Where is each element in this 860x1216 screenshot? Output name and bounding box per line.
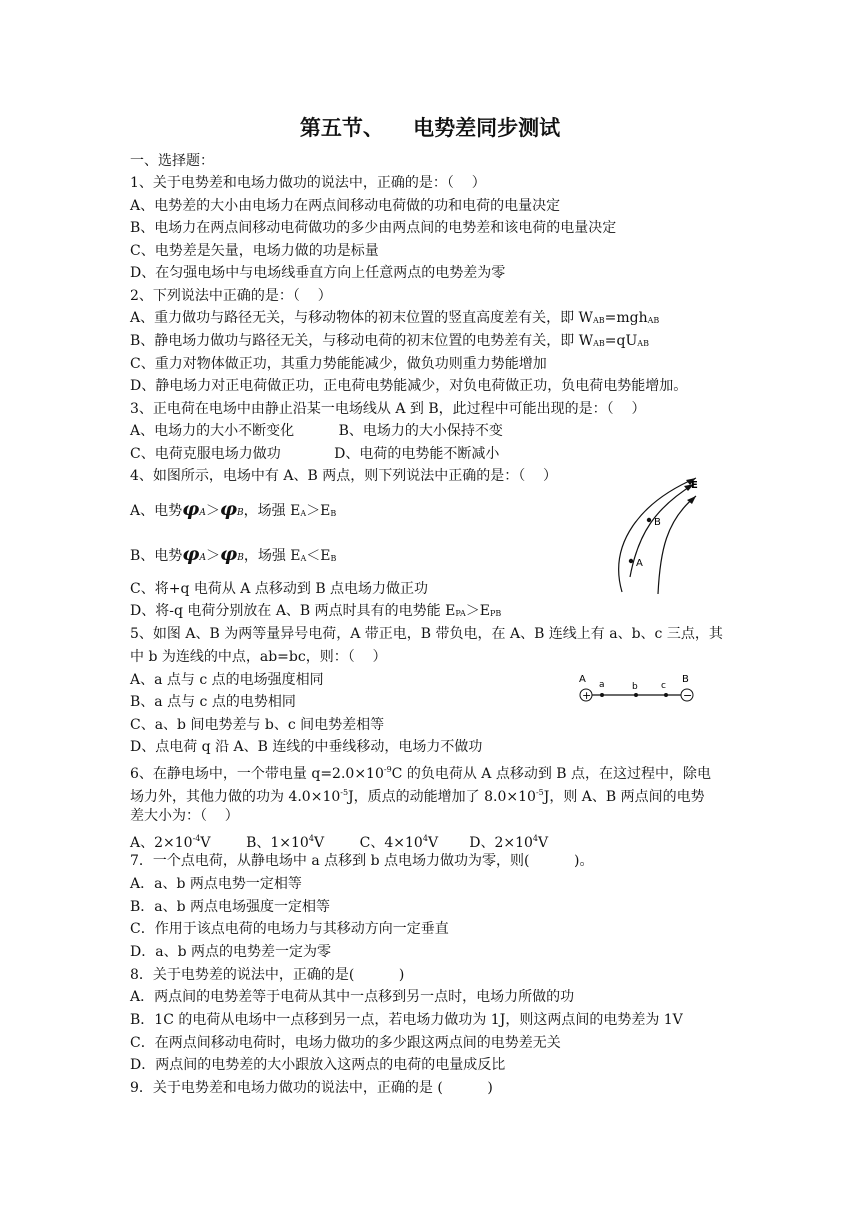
q8-option-b: B．1C 的电荷从电场中一点移到另一点，若电场力做功为 1J，则这两点间的电势差为 1V xyxy=(130,1012,683,1028)
q5-option-c: C、a、b 间电势差与 b、c 间电势差相等 xyxy=(130,717,385,733)
negative-charge-sign: − xyxy=(683,689,693,702)
q7-option-b: B．a、b 两点电场强度一定相等 xyxy=(130,899,331,915)
q9-stem: 9．关于电势差和电场力做功的说法中，正确的是 ( ) xyxy=(130,1080,493,1096)
q6-stem-line2: 场力外，其他力做的功为 $4.0\times 10^{-5}J$，质点的动能增加了 $8.0\times 10^{-5}J$，则 A、B 两点间的电势 xyxy=(130,788,705,805)
q5-stem-line2: 中 b 为连线的中点，ab=bc，则：（ ） xyxy=(130,649,387,665)
q3-options-cd: C、电荷克服电场力做功 D、电荷的电势能不断减小 xyxy=(130,446,500,462)
q6-stem-line1: 6、在静电场中，一个带电量 $q=2.0\times 10^{-9}C$ 的负电荷从 A 点移动到 B 点，在这过程中，除电 xyxy=(130,765,712,782)
q1-option-c: C、电势差是矢量，电场力做的功是标量 xyxy=(130,243,379,259)
q5-option-a: A、a 点与 c 点的电场强度相同 xyxy=(130,672,324,688)
q5-option-d: D、点电荷 q 沿 A、B 连线的中垂线移动，电场力不做功 xyxy=(130,739,483,755)
point-b-label: b xyxy=(632,682,638,692)
point-a-label: a xyxy=(599,680,605,690)
q3-options-ab: A、电场力的大小不断变化 B、电场力的大小保持不变 xyxy=(130,423,503,439)
q7-option-d: D．a、b 两点的电势差一定为零 xyxy=(130,944,331,960)
charge-a-label: A xyxy=(579,674,586,685)
q2-option-a: A、重力做功与路径无关，与移动物体的初末位置的竖直高度差有关，即 WAB=mghAB xyxy=(130,310,660,326)
q2-option-d: D、静电场力对正电荷做正功，正电荷电势能减少，对负电荷做正功，负电荷电势能增加。 xyxy=(130,378,688,394)
q1-stem: 1、关于电势差和电场力做功的说法中，正确的是：（ ） xyxy=(130,175,486,191)
q4-option-a: A、电势φA＞φB，场强 EA＞EB xyxy=(130,498,337,520)
q7-option-c: C．作用于该点电荷的电场力与其移动方向一定垂直 xyxy=(130,921,449,937)
q5-stem-line1: 5、如图 A、B 为两等量异号电荷，A 带正电，B 带负电，在 A、B 连线上有 a、b、c 三点，其 xyxy=(130,626,723,642)
point-b-marker xyxy=(647,518,651,522)
section-heading: 一、选择题： xyxy=(130,153,214,169)
point-a-dot xyxy=(600,693,604,697)
q4-stem: 4、如图所示，电场中有 A、B 两点，则下列说法中正确的是：（ ） xyxy=(130,468,558,484)
field-e-label: E xyxy=(691,480,698,491)
charges-figure xyxy=(572,670,702,710)
q4-option-c: C、将+q 电荷从 A 点移动到 B 点电场力做正功 xyxy=(130,581,429,597)
q6-options: A、$2\times 10^{-4}V$ B、$1\times 10^4V$ C、$4\times 10^4V$ D、$2\times 10^4V$ xyxy=(130,834,549,851)
point-b-label: B xyxy=(654,517,661,528)
point-c-label: c xyxy=(661,681,666,691)
q3-stem: 3、正电荷在电场中由静止沿某一电场线从 A 到 B，此过程中可能出现的是：（ ） xyxy=(130,401,646,417)
q8-option-c: C．在两点间移动电荷时，电场力做功的多少跟这两点间的电势差无关 xyxy=(130,1035,561,1051)
q8-option-d: D．两点间的电势差的大小跟放入这两点的电荷的电量成反比 xyxy=(130,1057,506,1073)
q1-option-b: B、电场力在两点间移动电荷做功的多少由两点间的电势差和该电荷的电量决定 xyxy=(130,220,617,236)
q7-stem: 7．一个点电荷，从静电场中 a 点移到 b 点电场力做功为零，则( )。 xyxy=(130,853,594,869)
q6-stem-line3: 差大小为：（ ） xyxy=(130,808,239,824)
q1-option-a: A、电势差的大小由电场力在两点间移动电荷做的功和电荷的电量决定 xyxy=(130,198,561,214)
charge-b-label: B xyxy=(682,674,689,685)
page-title: 第五节、 电势差同步测试 xyxy=(299,116,561,140)
field-line-right xyxy=(658,496,696,594)
q4-option-d: D、将-q 电荷分别放在 A、B 两点时具有的电势能 EPA＞EPB xyxy=(130,603,502,619)
q4-option-b: B、电势φA＞φB，场强 EA＜EB xyxy=(130,543,337,565)
q2-option-b: B、静电场力做功与路径无关，与移动电荷的初末位置的电势差有关，即 WAB=qUAB xyxy=(130,333,649,349)
point-b-dot xyxy=(634,693,638,697)
q1-option-d: D、在匀强电场中与电场线垂直方向上任意两点的电势差为零 xyxy=(130,265,506,281)
positive-charge-sign: + xyxy=(582,689,592,702)
point-a-marker xyxy=(629,559,633,563)
q7-option-a: A．a、b 两点电势一定相等 xyxy=(130,876,302,892)
q2-option-c: C、重力对物体做正功，其重力势能能减少，做负功则重力势能增加 xyxy=(130,356,547,372)
field-line-figure xyxy=(600,474,710,598)
point-a-label: A xyxy=(636,558,643,569)
q8-option-a: A．两点间的电势差等于电荷从其中一点移到另一点时，电场力所做的功 xyxy=(130,989,575,1005)
q2-stem: 2、下列说法中正确的是：（ ） xyxy=(130,288,332,304)
q5-option-b: B、a 点与 c 点的电势相同 xyxy=(130,694,296,710)
point-c-dot xyxy=(664,693,668,697)
q8-stem: 8．关于电势差的说法中，正确的是( ) xyxy=(130,967,405,983)
